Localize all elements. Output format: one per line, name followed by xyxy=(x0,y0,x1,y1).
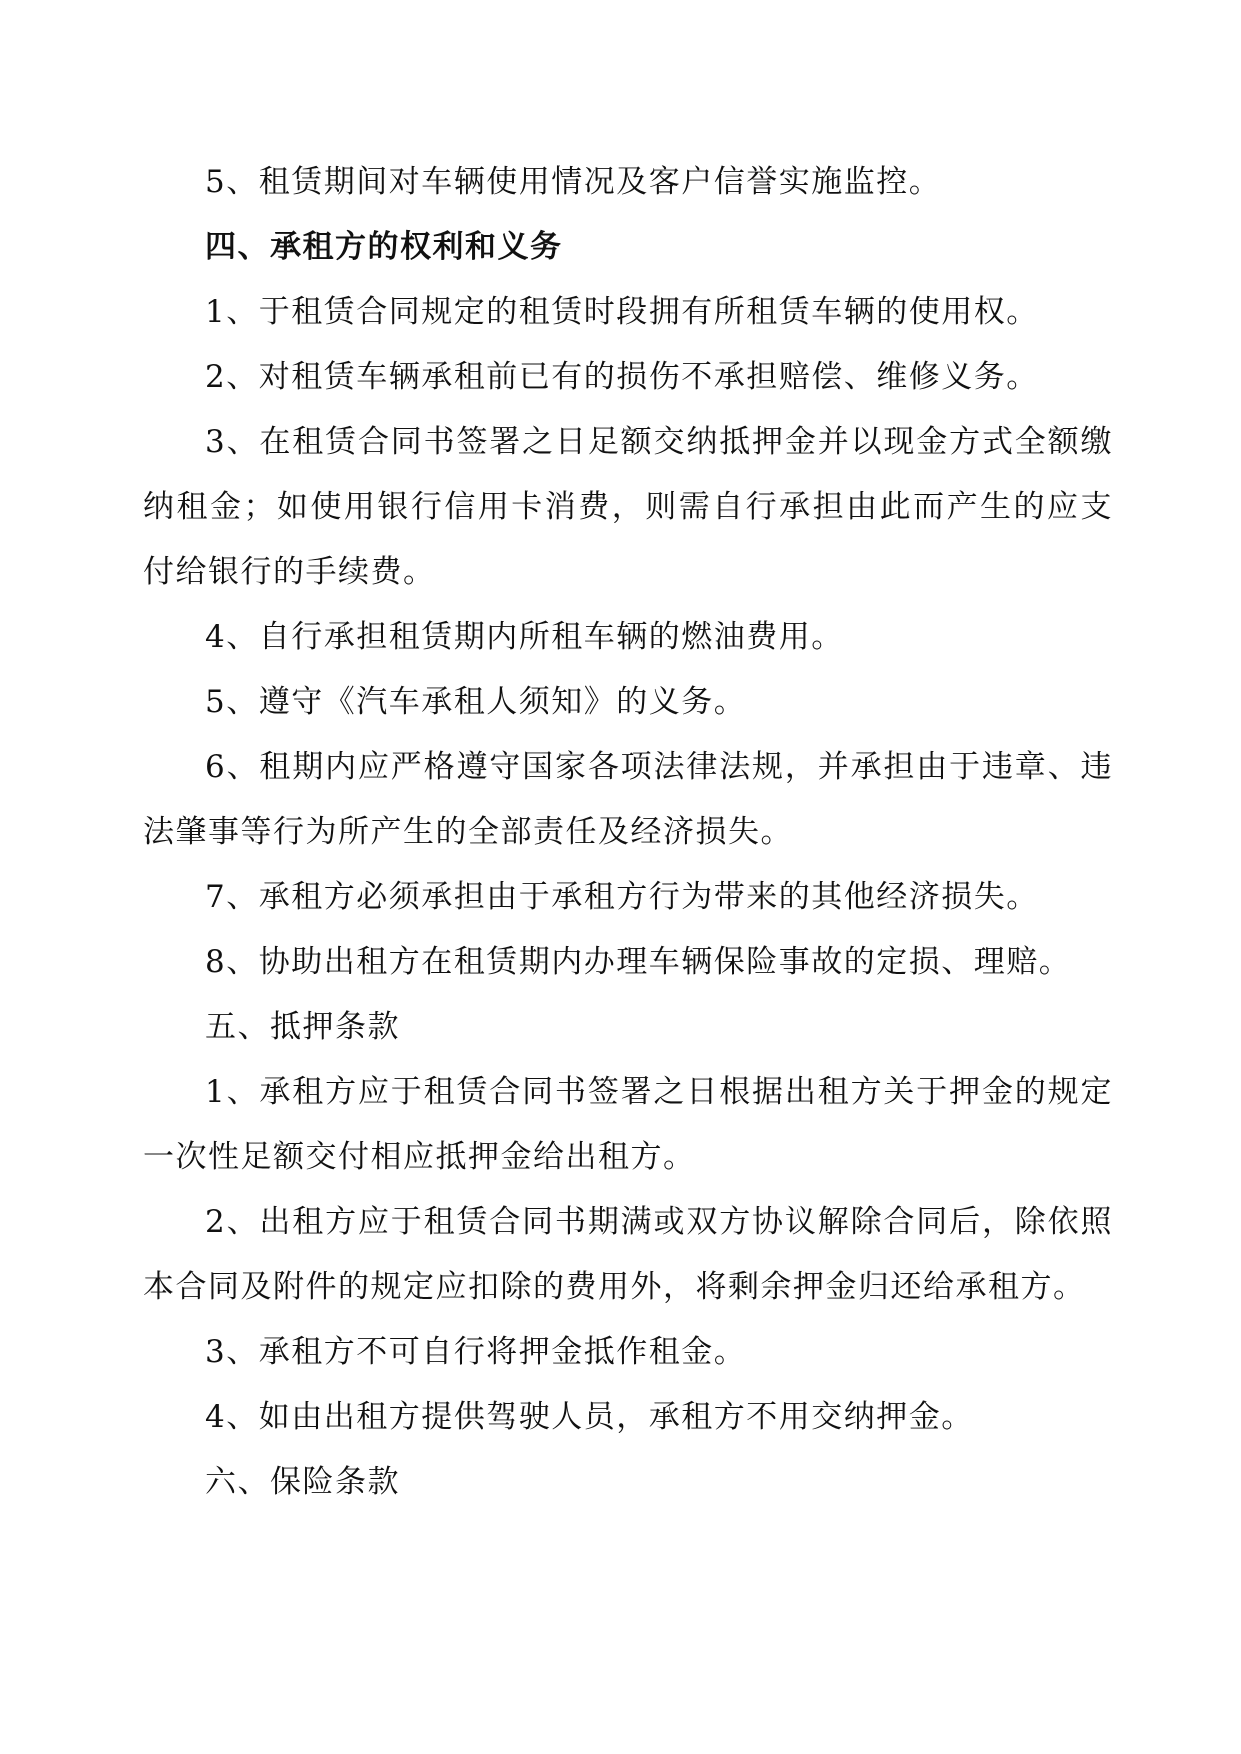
document-body xyxy=(143,150,1113,1515)
clause-4-5: 5、遵守《汽车承租人须知》的义务。 xyxy=(205,684,747,720)
clause-4-4: 4、自行承担租赁期内所租车辆的燃油费用。 xyxy=(205,619,844,655)
section-heading-4: 四、承租方的权利和义务 xyxy=(205,229,563,265)
clause-4-3: 3、在租赁合同书签署之日足额交纳抵押金并以现金方式全额缴纳租金；如使用银行信用卡消费，则需自行承担由此而产生的应支付给银行的手续费。 xyxy=(143,424,1113,590)
clause-5-2: 2、出租方应于租赁合同书期满或双方协议解除合同后，除依照本合同及附件的规定应扣除的费用外，将剩余押金归还给承租方。 xyxy=(143,1204,1113,1305)
clause-4-7: 7、承租方必须承担由于承租方行为带来的其他经济损失。 xyxy=(205,879,1039,915)
clause-4-6: 6、租期内应严格遵守国家各项法律法规，并承担由于违章、违法肇事等行为所产生的全部责任及经济损失。 xyxy=(143,749,1113,850)
clause-4-8: 8、协助出租方在租赁期内办理车辆保险事故的定损、理赔。 xyxy=(205,944,1072,980)
clause-5-3: 3、承租方不可自行将押金抵作租金。 xyxy=(205,1334,747,1370)
clause-4-1: 1、于租赁合同规定的租赁时段拥有所租赁车辆的使用权。 xyxy=(205,294,1039,330)
clause-3-5: 5、租赁期间对车辆使用情况及客户信誉实施监控。 xyxy=(205,164,942,200)
clause-5-1: 1、承租方应于租赁合同书签署之日根据出租方关于押金的规定一次性足额交付相应抵押金给出租方。 xyxy=(143,1074,1113,1175)
section-heading-6: 六、保险条款 xyxy=(205,1464,400,1500)
section-heading-5: 五、抵押条款 xyxy=(205,1009,400,1045)
clause-4-2: 2、对租赁车辆承租前已有的损伤不承担赔偿、维修义务。 xyxy=(205,359,1039,395)
clause-5-4: 4、如由出租方提供驾驶人员，承租方不用交纳押金。 xyxy=(205,1399,974,1435)
